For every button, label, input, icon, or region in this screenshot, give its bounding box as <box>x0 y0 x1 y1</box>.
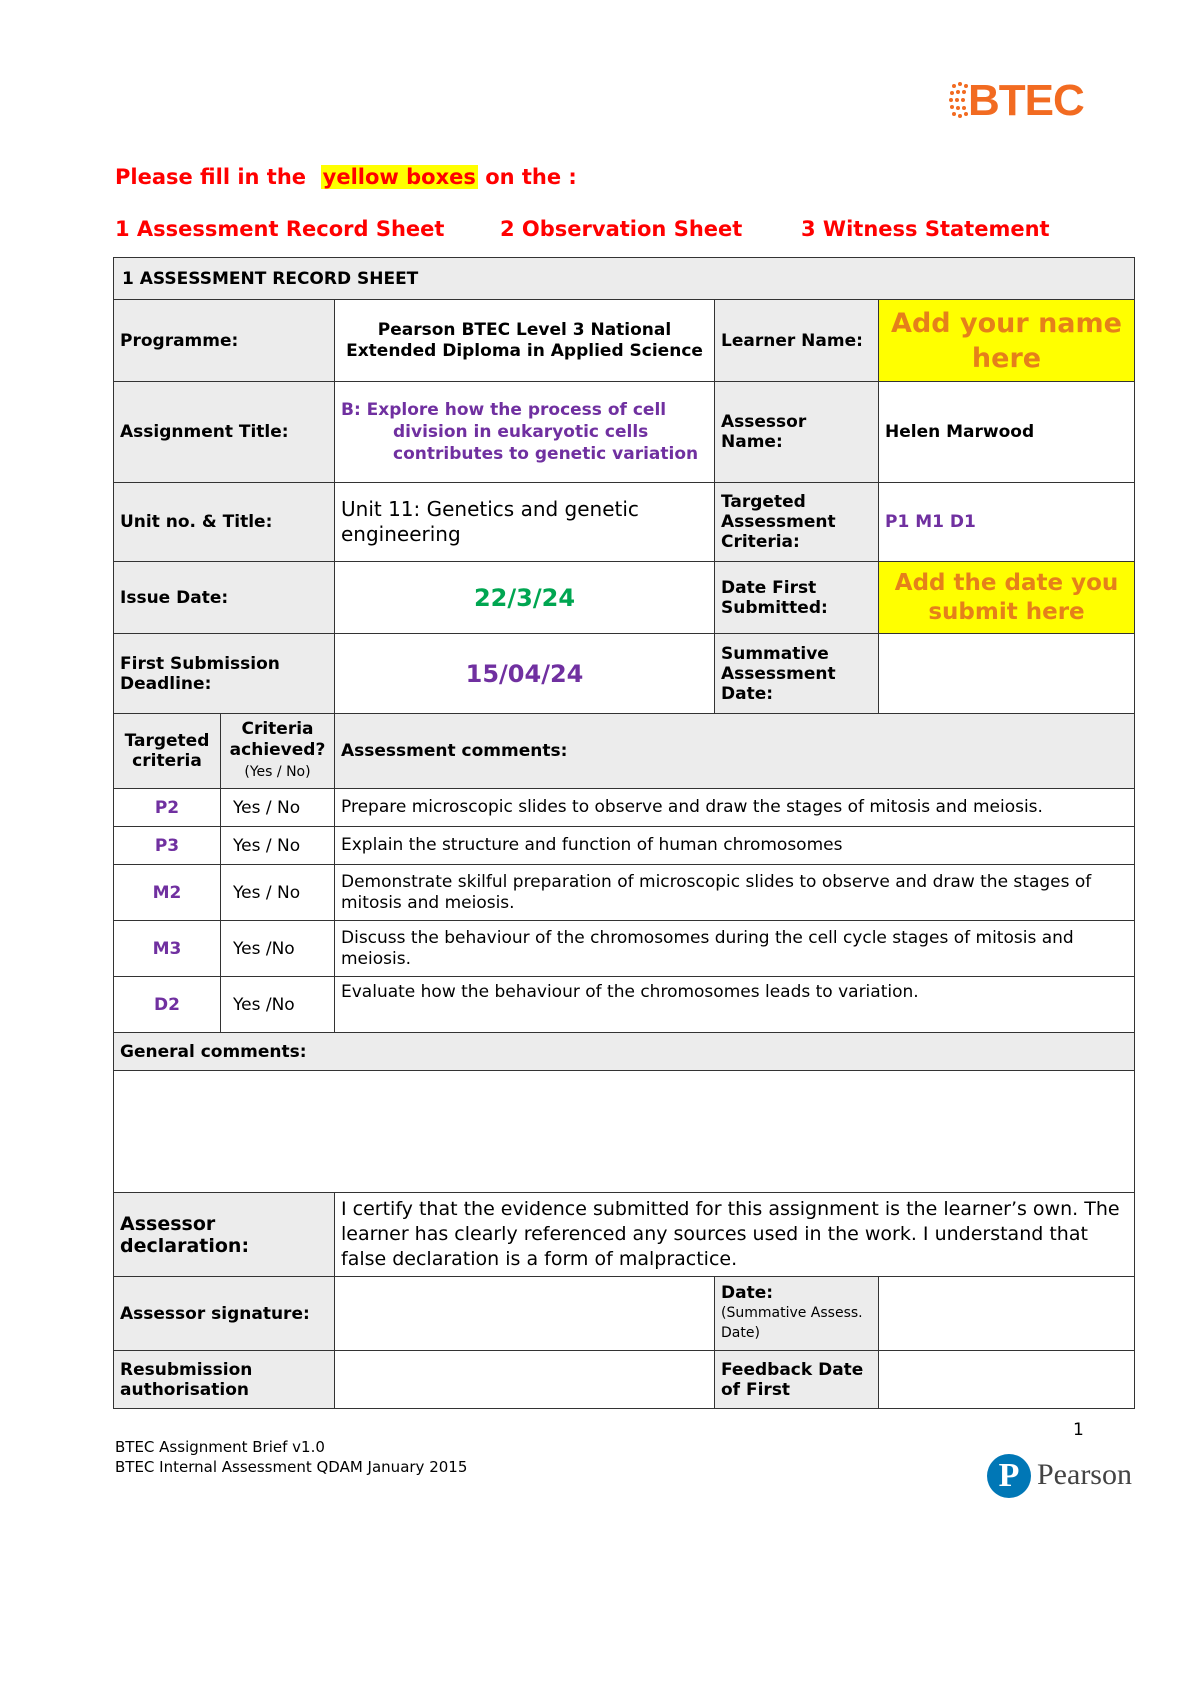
sheet-item-2: 2 Observation Sheet <box>500 217 743 241</box>
criteria-header: Targeted criteria <box>114 714 221 789</box>
summative-date-label: Summative Assessment Date: <box>715 634 879 714</box>
pearson-mark: P <box>998 1457 1020 1494</box>
criteria-row <box>114 977 1135 1033</box>
unit-value: Unit 11: Genetics and genetic engineering <box>335 483 715 562</box>
assessor-signature-field[interactable] <box>335 1277 715 1351</box>
btec-wordmark: BTEC <box>968 76 1084 125</box>
instructions-highlight: yellow boxes <box>322 165 476 189</box>
criteria-row <box>114 921 1135 977</box>
sheet-item-3: 3 Witness Statement <box>801 217 1050 241</box>
pearson-logo <box>987 1454 1137 1504</box>
issue-date-label: Issue Date: <box>114 562 335 634</box>
footer-line-1: BTEC Assignment Brief v1.0 <box>115 1438 325 1456</box>
criteria-row <box>114 827 1135 865</box>
criteria-comment: Explain the structure and function of human chromosomes <box>335 827 1135 865</box>
assignment-title-line1: B: Explore how the process of cell <box>341 400 667 420</box>
programme-value: Pearson BTEC Level 3 National Extended Diploma in Applied Science <box>335 300 715 382</box>
instructions-prefix: Please fill in the <box>115 165 307 189</box>
criteria-code: P3 <box>114 827 221 865</box>
criteria-row <box>114 865 1135 921</box>
criteria-yes-no[interactable]: Yes / No <box>221 827 335 865</box>
criteria-yes-no[interactable]: Yes /No <box>221 977 335 1033</box>
criteria-row <box>114 789 1135 827</box>
criteria-comment: Prepare microscopic slides to observe and draw the stages of mitosis and meiosis. <box>335 789 1135 827</box>
achieved-header-label: Criteria achieved? <box>229 719 326 760</box>
date-first-submitted-label: Date First Submitted: <box>715 562 879 634</box>
declaration-label: Assessor declaration: <box>114 1193 335 1277</box>
footer-line-2: BTEC Internal Assessment QDAM January 2015 <box>115 1458 468 1476</box>
criteria-yes-no[interactable]: Yes /No <box>221 921 335 977</box>
instructions-line <box>115 165 577 189</box>
issue-date-value: 22/3/24 <box>335 562 715 634</box>
assessment-record-table <box>113 257 1135 1409</box>
learner-name-field[interactable]: Add your name here <box>879 300 1135 382</box>
feedback-date-label: Feedback Date of First <box>715 1351 879 1409</box>
pearson-wordmark: Pearson <box>1037 1458 1132 1491</box>
date-sub: (Summative Assess. Date) <box>721 1305 863 1341</box>
assessor-name-value: Helen Marwood <box>879 382 1135 483</box>
assignment-title-line2: division in eukaryotic cells contributes to genetic variation <box>393 422 699 464</box>
assignment-title-value <box>335 382 715 483</box>
sheet-item-1: 1 Assessment Record Sheet <box>115 217 445 241</box>
deadline-value: 15/04/24 <box>335 634 715 714</box>
general-comments-label: General comments: <box>114 1033 1135 1071</box>
targeted-criteria-label: Targeted Assessment Criteria: <box>715 483 879 562</box>
criteria-code: P2 <box>114 789 221 827</box>
criteria-comment: Discuss the behaviour of the chromosomes during the cell cycle stages of mitosis and meiosis. <box>335 921 1135 977</box>
assessor-signature-label: Assessor signature: <box>114 1277 335 1351</box>
btec-logo <box>948 76 1098 126</box>
resubmission-label: Resubmission authorisation <box>114 1351 335 1409</box>
criteria-comment: Demonstrate skilful preparation of microscopic slides to observe and draw the stages of mitosis and meiosis. <box>335 865 1135 921</box>
deadline-label: First Submission Deadline: <box>114 634 335 714</box>
programme-label: Programme: <box>114 300 335 382</box>
assessor-name-label: Assessor Name: <box>715 382 879 483</box>
criteria-comment: Evaluate how the behaviour of the chromosomes leads to variation. <box>335 977 1135 1033</box>
targeted-criteria-value: P1 M1 D1 <box>879 483 1135 562</box>
date-field[interactable] <box>879 1277 1135 1351</box>
criteria-code: M2 <box>114 865 221 921</box>
instructions-suffix: on the : <box>485 165 577 189</box>
criteria-yes-no[interactable]: Yes / No <box>221 789 335 827</box>
achieved-header <box>221 714 335 789</box>
assignment-title-label: Assignment Title: <box>114 382 335 483</box>
date-cell <box>715 1277 879 1351</box>
summative-date-value <box>879 634 1135 714</box>
date-first-submitted-field[interactable]: Add the date you submit here <box>879 562 1135 634</box>
date-label: Date: <box>721 1283 774 1303</box>
footer-text <box>115 1437 467 1477</box>
criteria-code: M3 <box>114 921 221 977</box>
learner-name-label: Learner Name: <box>715 300 879 382</box>
general-comments-field[interactable] <box>114 1071 1135 1193</box>
resubmission-field[interactable] <box>335 1351 715 1409</box>
unit-label: Unit no. & Title: <box>114 483 335 562</box>
criteria-code: D2 <box>114 977 221 1033</box>
record-heading: 1 ASSESSMENT RECORD SHEET <box>114 258 1135 300</box>
declaration-text: I certify that the evidence submitted for this assignment is the learner’s own. The learner has clearly referenced any sources used in the work. I understand that false declaration is a form of malpractice. <box>335 1193 1135 1277</box>
page-number: 1 <box>1073 1420 1084 1440</box>
comments-header: Assessment comments: <box>335 714 1135 789</box>
feedback-date-field[interactable] <box>879 1351 1135 1409</box>
achieved-header-sub: (Yes / No) <box>244 764 311 780</box>
criteria-yes-no[interactable]: Yes / No <box>221 865 335 921</box>
